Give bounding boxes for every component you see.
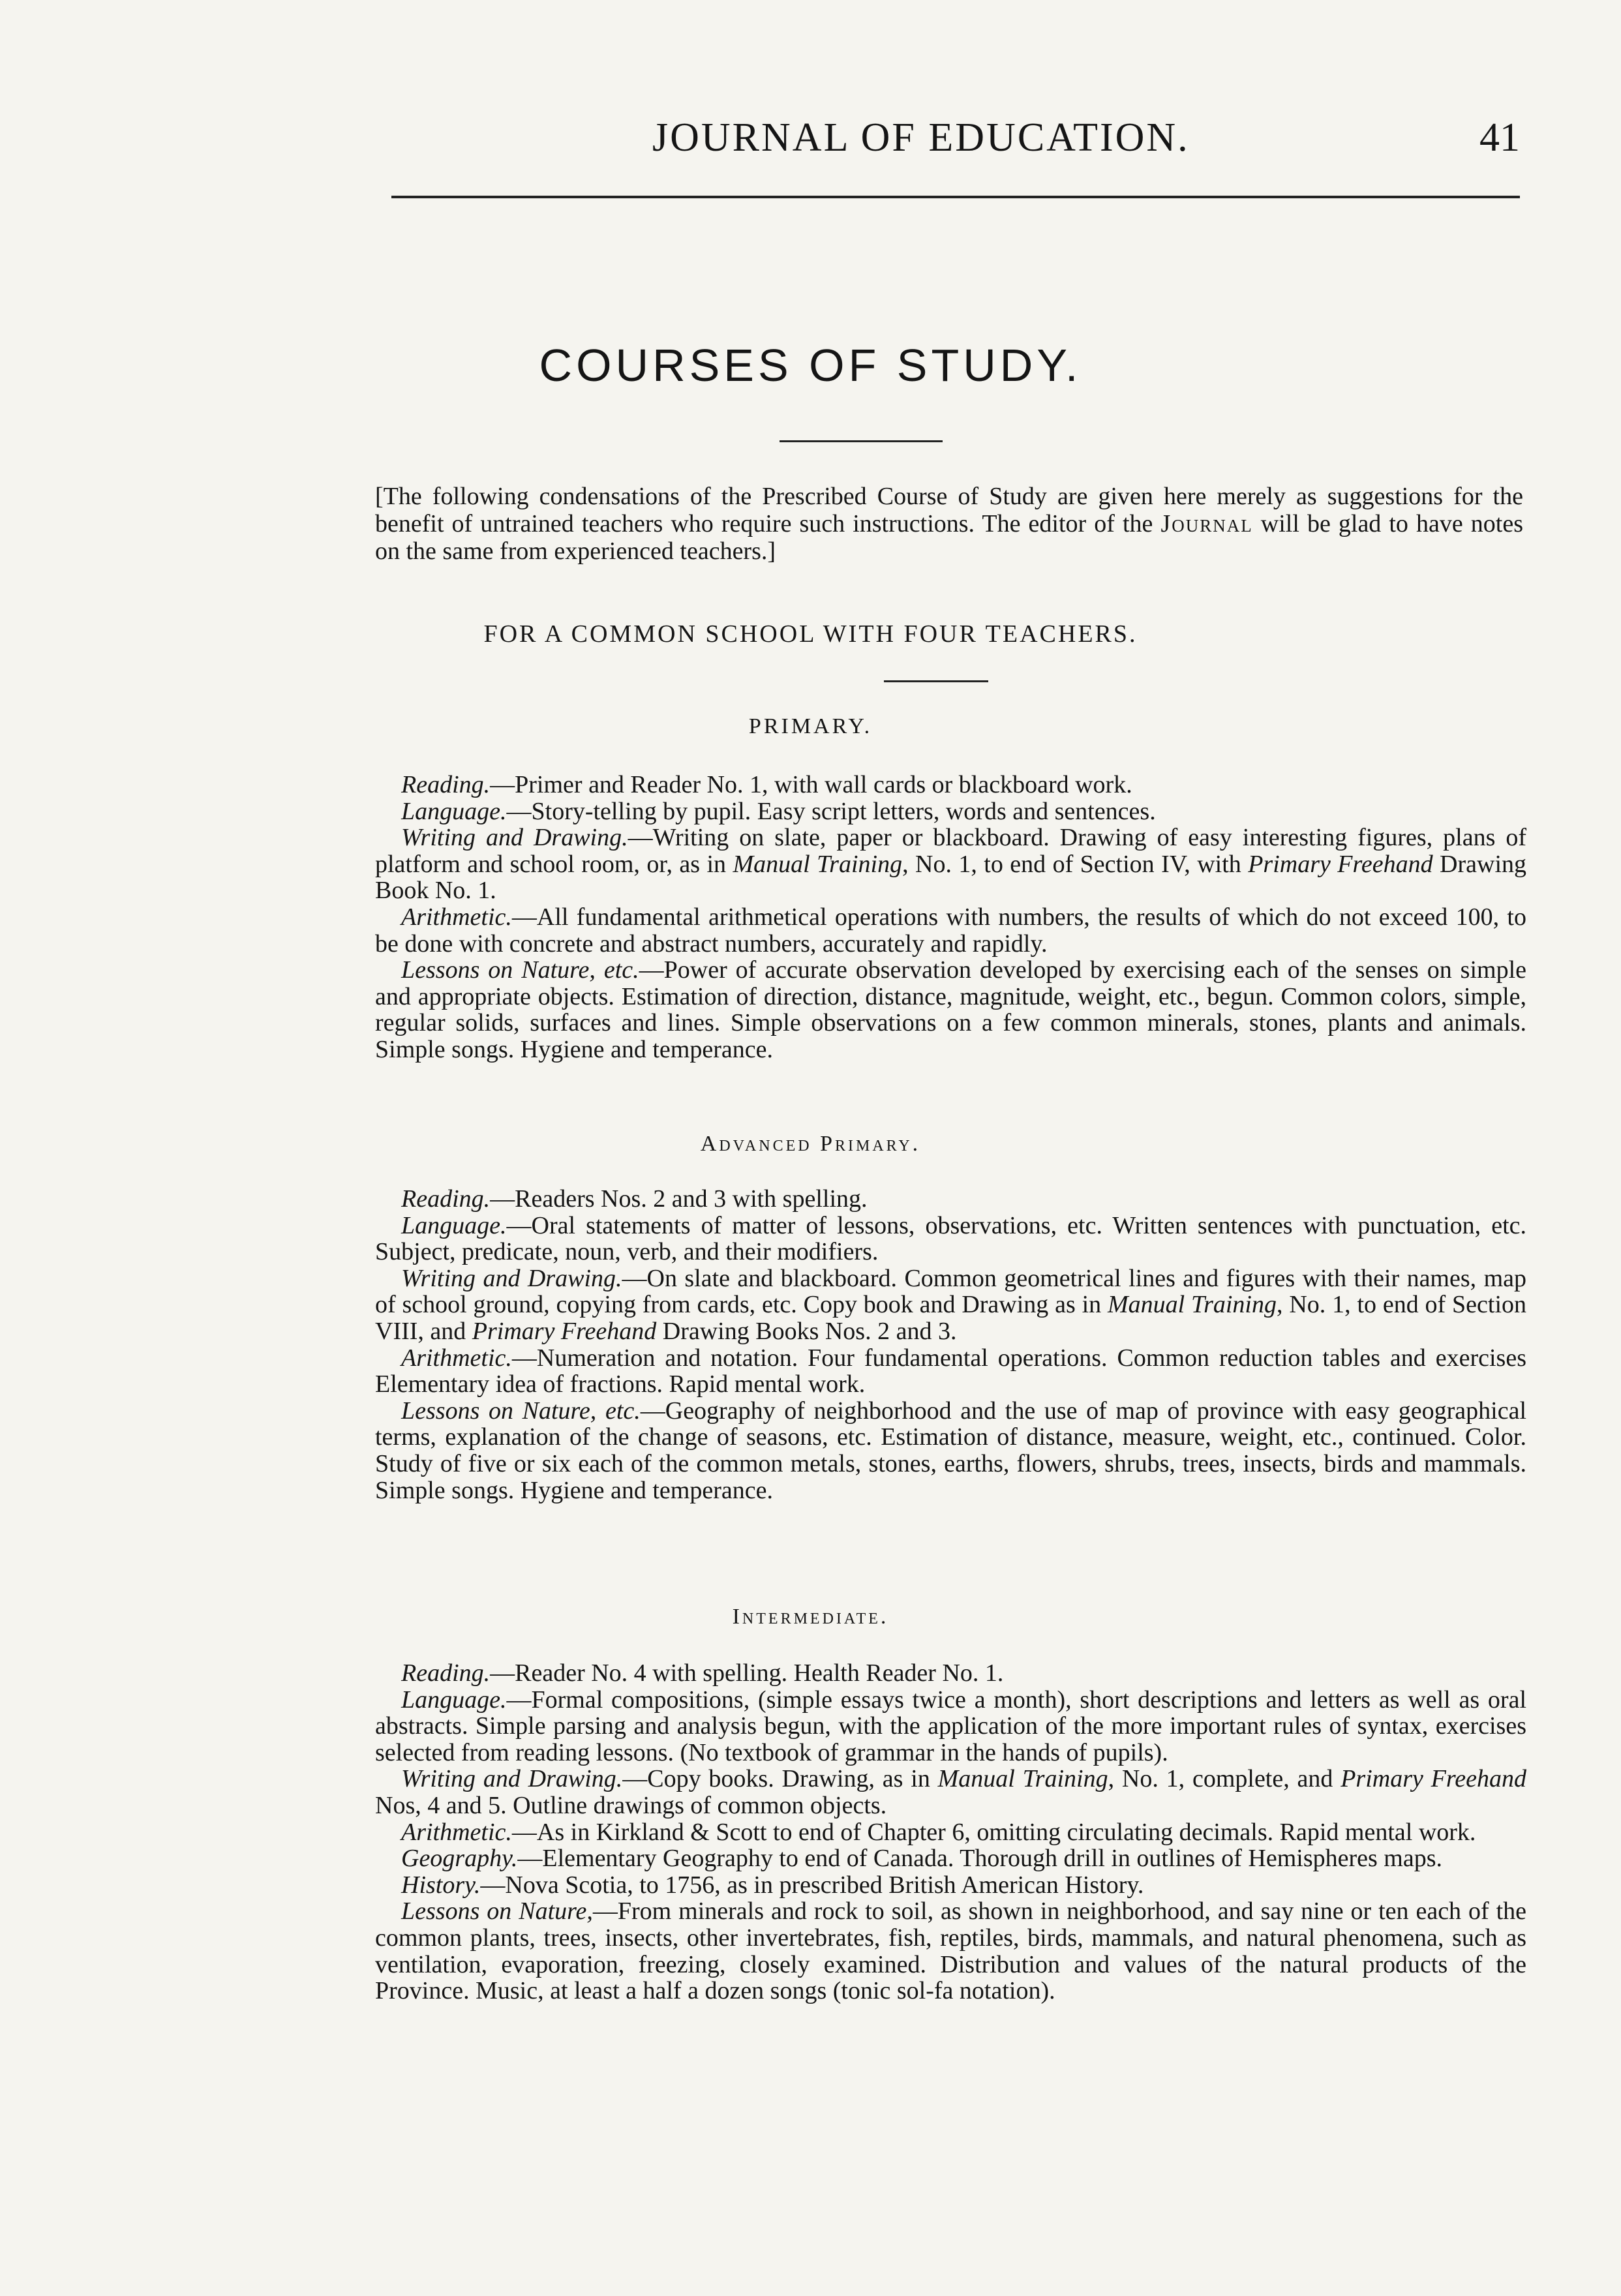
subject-text: —Geography of neighborhood and the use of map of province with easy geographical terms, explanation of the change of seasons, etc. Estimation of distance, measure, weight, etc., continued. Color. Study of five or six each of the common metals, stones, earths, flowers, shrubs, trees, insects, birds and mammals. Simple songs. Hygiene and temperance. — [375, 1397, 1526, 1504]
subject-label: Language. — [401, 1211, 507, 1239]
subject-label: Language. — [401, 1685, 507, 1714]
subject-label: Writing and Drawing. — [401, 824, 628, 852]
subject-text: —Readers Nos. 2 and 3 with spelling. — [490, 1185, 868, 1213]
subject-label: Language. — [401, 797, 507, 825]
subject-label: Reading. — [401, 771, 491, 798]
book-title: Primary Freehand — [1248, 850, 1433, 878]
subject-text: —Story-telling by pupil. Easy script letters, words and sentences. — [506, 797, 1156, 825]
advanced-arithmetic — [375, 1345, 1526, 1398]
subject-label: Reading. — [401, 1185, 491, 1213]
subject-text: , No. 1, to end of Section IV, with — [902, 850, 1249, 878]
subject-text: Nos, 4 and 5. Outline drawings of common objects. — [375, 1791, 887, 1819]
subject-text: —Power of accurate observation developed by exercising each of the senses on simple and appropriate objects. Estimation of direction, distance, magnitude, weight, etc., begun. Common colors, simple, regular solids, surfaces and lines. Simple observations on a few common minerals, stones, plants and animals. Simple songs. Hygiene and temperance. — [375, 956, 1526, 1063]
primary-arithmetic — [375, 904, 1526, 957]
subject-label: Arithmetic. — [401, 1818, 512, 1846]
intermediate-history — [375, 1872, 1526, 1899]
advanced-reading — [375, 1186, 1526, 1213]
school-divider — [884, 680, 988, 682]
advanced-nature-lessons — [375, 1398, 1526, 1503]
intermediate-heading: Intermediate. — [732, 1605, 889, 1629]
primary-reading — [375, 772, 1526, 798]
subject-label: Arithmetic. — [401, 903, 512, 931]
subject-text: —Elementary Geography to end of Canada. Thorough drill in outlines of Hemispheres maps. — [517, 1845, 1443, 1873]
advanced-language — [375, 1213, 1526, 1265]
subject-label: Lessons on Nature, etc. — [401, 956, 639, 984]
subject-text: Drawing Books Nos. 2 and 3. — [656, 1317, 957, 1345]
page-number: 41 — [1479, 115, 1520, 160]
intermediate-language — [375, 1687, 1526, 1766]
subject-text: —Copy books. Drawing, as in — [622, 1765, 938, 1793]
journal-title: JOURNAL OF EDUCATION. — [652, 115, 1190, 160]
book-title: Manual Training — [1108, 1291, 1277, 1319]
subject-label: History. — [401, 1871, 481, 1899]
intro-text-part1: [The following condensations of the Prescribed Course of Study are given here merely as suggestions for the benefit of untrained teachers who require such instructions. The editor of the — [375, 483, 1523, 537]
subject-text: —Oral statements of matter of lessons, observations, etc. Written sentences with punctuation, etc. Subject, predicate, noun, verb, and their modifiers. — [375, 1211, 1526, 1266]
subject-text: —Nova Scotia, to 1756, as in prescribed British American History. — [480, 1871, 1144, 1899]
intro-journal-word: Journal — [1160, 510, 1253, 537]
subject-label: Writing and Drawing. — [401, 1765, 623, 1793]
advanced-primary-section — [375, 1186, 1526, 1503]
book-title: Primary Freehand — [472, 1317, 657, 1345]
primary-heading: PRIMARY. — [748, 714, 873, 738]
subject-text: —From minerals and rock to soil, as shown in neighborhood, and say nine or ten each of the common plants, trees, insects, other invertebrates, fish, reptiles, birds, mammals, and natural phenomena, such as ventilation, evaporation, freezing, closely examined. Distribution and values of the natural products of the Province. Music, at least a half a dozen songs (tonic sol-fa notation). — [375, 1897, 1527, 2005]
subject-text: —As in Kirkland & Scott to end of Chapter 6, omitting circulating decimals. Rapid mental work. — [511, 1818, 1476, 1846]
subject-text: —All fundamental arithmetical operations with numbers, the results of which do not exceed 100, to be done with concrete and abstract numbers, accurately and rapidly. — [375, 903, 1526, 958]
primary-nature-lessons — [375, 957, 1526, 1063]
subject-text: Drawing Book No. 1. — [375, 850, 1527, 905]
book-title: Primary Freehand — [1341, 1765, 1527, 1793]
intermediate-reading — [375, 1660, 1526, 1687]
subject-label: Reading. — [401, 1659, 491, 1687]
section-title: COURSES OF STUDY. — [539, 340, 1082, 391]
title-divider — [780, 440, 943, 442]
intermediate-arithmetic — [375, 1819, 1526, 1846]
subject-label: Lessons on Nature, — [401, 1897, 593, 1926]
intermediate-nature-lessons — [375, 1898, 1526, 2004]
subject-text: —Writing on slate, paper or blackboard. Drawing of easy interesting figures, plans of platform and school room, or, as in — [375, 824, 1526, 878]
primary-language — [375, 798, 1526, 825]
subject-text: , No. 1, to end of Section VIII, and — [375, 1291, 1526, 1345]
subject-text: —Primer and Reader No. 1, with wall cards or blackboard work. — [490, 771, 1132, 798]
book-title: Manual Training — [733, 850, 903, 878]
subject-label: Writing and Drawing. — [401, 1264, 622, 1292]
intro-note — [375, 483, 1523, 565]
header-rule — [391, 196, 1520, 198]
subject-label: Arithmetic. — [401, 1344, 512, 1372]
subject-label: Lessons on Nature, etc. — [401, 1397, 641, 1425]
intermediate-geography — [375, 1845, 1526, 1872]
primary-writing-drawing — [375, 824, 1526, 904]
subject-text: —Formal compositions, (simple essays twice a month), short descriptions and letters as well as oral abstracts. Simple parsing and analysis begun, with the application of the more important rules of syntax, exercises selected from reading lessons. (No textbook of grammar in the hands of pupils). — [375, 1685, 1526, 1766]
intro-text-part2: will be glad to have notes on the same from experienced teachers.] — [375, 510, 1523, 565]
intermediate-section — [375, 1660, 1526, 2004]
subject-label: Geography. — [401, 1845, 518, 1873]
school-heading: FOR A COMMON SCHOOL WITH FOUR TEACHERS. — [483, 620, 1138, 648]
advanced-writing-drawing — [375, 1265, 1526, 1345]
advanced-primary-heading: Advanced Primary. — [700, 1132, 921, 1156]
primary-section — [375, 772, 1526, 1063]
running-header — [391, 115, 1520, 174]
subject-text: , No. 1, complete, and — [1108, 1765, 1341, 1793]
book-title: Manual Training — [937, 1765, 1108, 1793]
intermediate-writing-drawing — [375, 1766, 1526, 1819]
subject-text: —On slate and blackboard. Common geometrical lines and figures with their names, map of school ground, copying from cards, etc. Copy book and Drawing as in — [375, 1264, 1526, 1319]
subject-text: —Numeration and notation. Four fundamental operations. Common reduction tables and exercises Elementary idea of fractions. Rapid mental work. — [375, 1344, 1526, 1398]
subject-text: —Reader No. 4 with spelling. Health Reader No. 1. — [490, 1659, 1004, 1687]
